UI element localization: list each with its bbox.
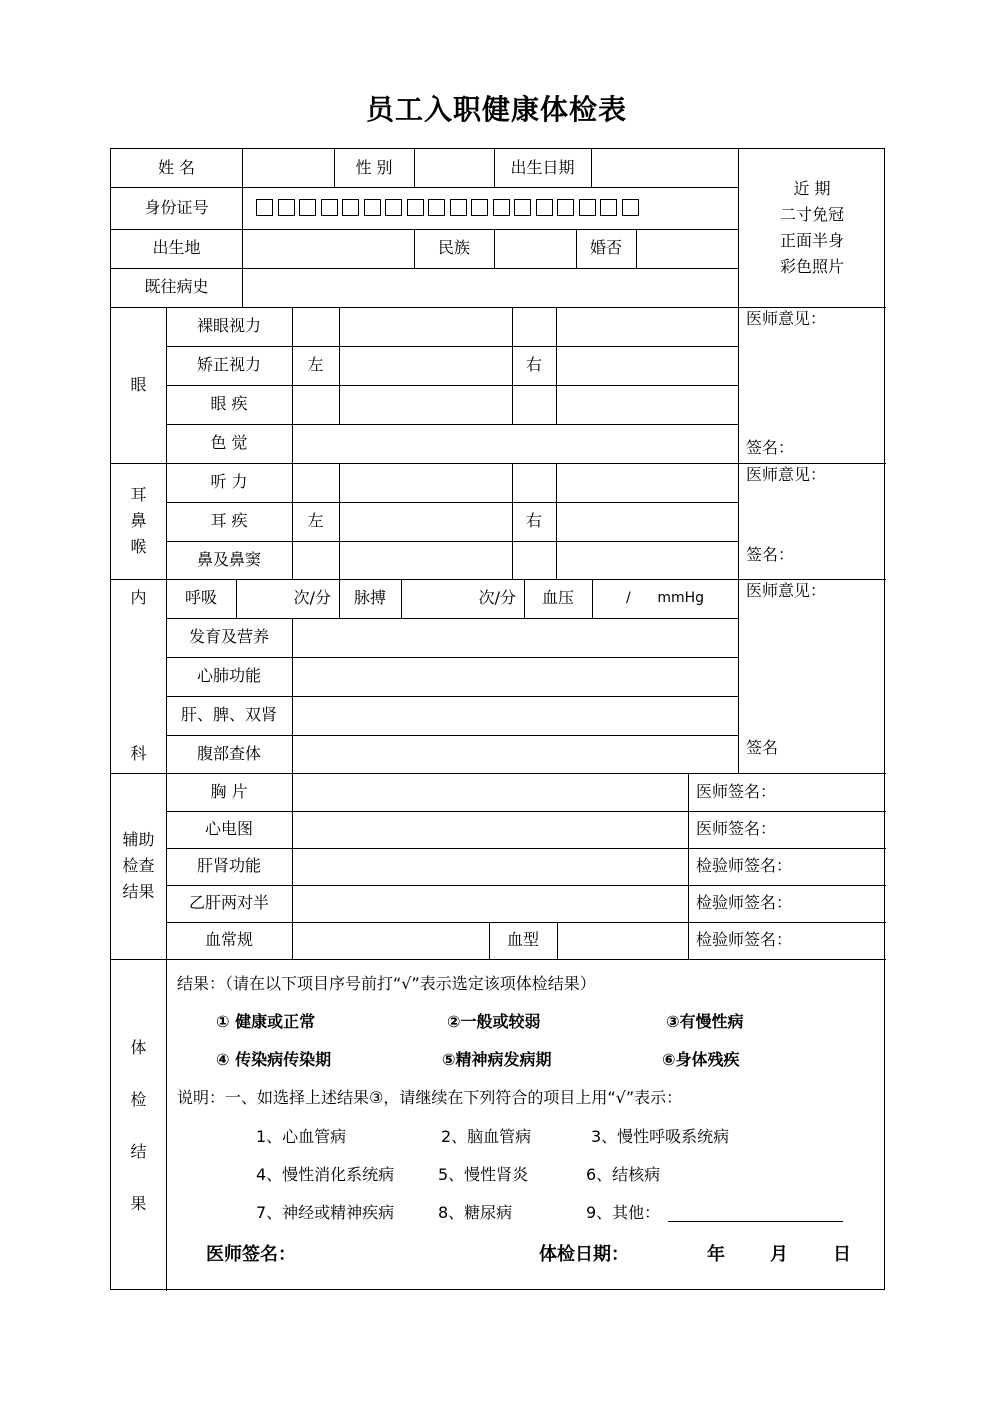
eye-left-label: 左: [307, 355, 324, 375]
exam-date-label: 体检日期：: [539, 1244, 629, 1266]
ent-opinion-label: 医师意见：: [746, 465, 827, 484]
eye-row-label: 矫正视力: [196, 355, 261, 375]
breath-label: 呼吸: [184, 588, 217, 608]
name-label: 姓 名: [157, 157, 196, 177]
aux-sign-label: 检验师签名：: [696, 856, 793, 876]
photo-text: 二寸免冠: [779, 205, 844, 224]
history-field[interactable]: [242, 268, 738, 307]
doctor-sign-label: 医师签名：: [206, 1244, 296, 1266]
internal-row-label: 肝、脾、双肾: [180, 705, 277, 725]
photo-area: [738, 173, 886, 283]
photo-text: 彩色照片: [779, 257, 844, 276]
birthplace-label: 出生地: [152, 238, 201, 258]
id-number-boxes[interactable]: [256, 199, 639, 216]
marital-field[interactable]: [636, 229, 738, 268]
ent-left-label: 左: [307, 510, 324, 530]
ent-section-char: 鼻: [130, 511, 147, 530]
aux-section-text: 检查: [122, 856, 155, 875]
ent-row-label: 耳 疾: [210, 511, 248, 531]
other-blank-line[interactable]: [668, 1205, 843, 1222]
eye-row-label: 色 觉: [210, 433, 248, 453]
eye-right-label: 右: [525, 355, 542, 375]
photo-text: 正面半身: [779, 231, 844, 250]
ent-row-label: 听 力: [210, 472, 248, 492]
ethnicity-label: 民族: [437, 238, 470, 258]
result-option[interactable]: ① 健康或正常: [216, 1011, 316, 1031]
disease-item[interactable]: 1、心血管病: [256, 1126, 347, 1146]
result-note: 说明：一、如选择上述结果③，请继续在下列符合的项目上用“√”表示：: [177, 1087, 683, 1107]
aux-sign-label: 检验师签名：: [696, 930, 793, 950]
aux-row-label: 胸 片: [210, 781, 248, 801]
eye-sign-label: 签名：: [746, 437, 795, 457]
day-label: 日: [833, 1244, 851, 1266]
disease-item[interactable]: 3、慢性呼吸系统病: [591, 1126, 730, 1146]
aux-section-text: 辅助: [122, 830, 155, 849]
disease-item[interactable]: 2、脑血管病: [441, 1126, 532, 1146]
result-section-char: 体: [130, 1038, 147, 1057]
disease-item[interactable]: [586, 1200, 843, 1226]
ethnicity-field[interactable]: [494, 229, 576, 268]
ent-right-label: 右: [525, 510, 542, 530]
health-check-form: [110, 148, 885, 1290]
year-label: 年: [707, 1244, 725, 1266]
name-field[interactable]: [242, 149, 334, 187]
result-option[interactable]: ⑤精神病发病期: [442, 1049, 552, 1069]
disease-item[interactable]: 4、慢性消化系统病: [256, 1164, 395, 1184]
aux-section-text: 结果: [122, 882, 155, 901]
disease-other-label: 9、其他：: [586, 1202, 661, 1222]
history-label: 既往病史: [144, 277, 209, 297]
pulse-unit: 次/分: [478, 588, 516, 608]
result-section-label: [111, 1021, 166, 1231]
ent-section-char: 喉: [130, 537, 147, 556]
photo-text: 近 期: [793, 179, 831, 198]
birth-date-label: 出生日期: [510, 157, 575, 177]
bp-label: 血压: [541, 588, 574, 608]
ent-section-label: [111, 463, 166, 579]
aux-sign-label: 医师签名：: [696, 781, 777, 801]
result-section-char: 结: [130, 1142, 147, 1161]
gender-label: 性 别: [355, 157, 393, 177]
aux-sign-label: 检验师签名：: [696, 893, 793, 913]
internal-section-top: 内: [130, 588, 147, 608]
aux-sign-label: 医师签名：: [696, 819, 777, 839]
marital-label: 婚否: [589, 238, 622, 258]
eye-row-label: 裸眼视力: [196, 316, 261, 336]
breath-unit: 次/分: [293, 588, 331, 608]
ent-section-char: 耳: [130, 485, 147, 504]
result-section-char: 检: [130, 1090, 147, 1109]
aux-section-label: [111, 773, 166, 959]
eye-opinion-label: 医师意见：: [746, 309, 827, 328]
result-option[interactable]: ③有慢性病: [666, 1011, 744, 1031]
aux-row-label: 乙肝两对半: [188, 893, 269, 913]
internal-row-label: 发育及营养: [188, 627, 269, 647]
bp-unit: / mmHg: [625, 590, 705, 607]
internal-opinion-label: 医师意见：: [746, 581, 827, 600]
result-instruction: 结果：（请在以下项目序号前打“√”表示选定该项体检结果）: [177, 973, 596, 993]
result-option[interactable]: ②一般或较弱: [447, 1011, 541, 1031]
eye-section-label: 眼: [130, 374, 147, 394]
aux-row-label: 血常规: [204, 930, 253, 950]
disease-item[interactable]: 6、结核病: [586, 1164, 661, 1184]
birthplace-field[interactable]: [242, 229, 414, 268]
result-option[interactable]: ⑥身体残疾: [662, 1049, 740, 1069]
month-label: 月: [770, 1244, 788, 1266]
eye-row-label: 眼 疾: [210, 394, 248, 414]
aux-row-label: 心电图: [204, 819, 253, 839]
disease-item[interactable]: 8、糖尿病: [438, 1202, 513, 1222]
internal-row-label: 心肺功能: [196, 666, 261, 686]
birth-date-field[interactable]: [591, 149, 738, 187]
result-section-char: 果: [130, 1194, 147, 1213]
disease-item[interactable]: 7、神经或精神疾病: [256, 1202, 395, 1222]
ent-sign-label: 签名：: [746, 544, 795, 564]
gender-field[interactable]: [414, 149, 494, 187]
blood-type-label: 血型: [506, 930, 539, 950]
internal-sign-label: 签名: [746, 737, 779, 757]
result-option[interactable]: ④ 传染病传染期: [216, 1049, 332, 1069]
pulse-label: 脉搏: [353, 588, 386, 608]
internal-row-label: 腹部查体: [196, 743, 261, 763]
page-title: 员工入职健康体检表: [365, 93, 627, 126]
disease-item[interactable]: 5、慢性肾炎: [438, 1164, 529, 1184]
id-number-label: 身份证号: [144, 197, 209, 217]
ent-row-label: 鼻及鼻窦: [196, 549, 261, 569]
internal-section-bottom: 科: [130, 743, 147, 763]
aux-row-label: 肝肾功能: [196, 856, 261, 876]
